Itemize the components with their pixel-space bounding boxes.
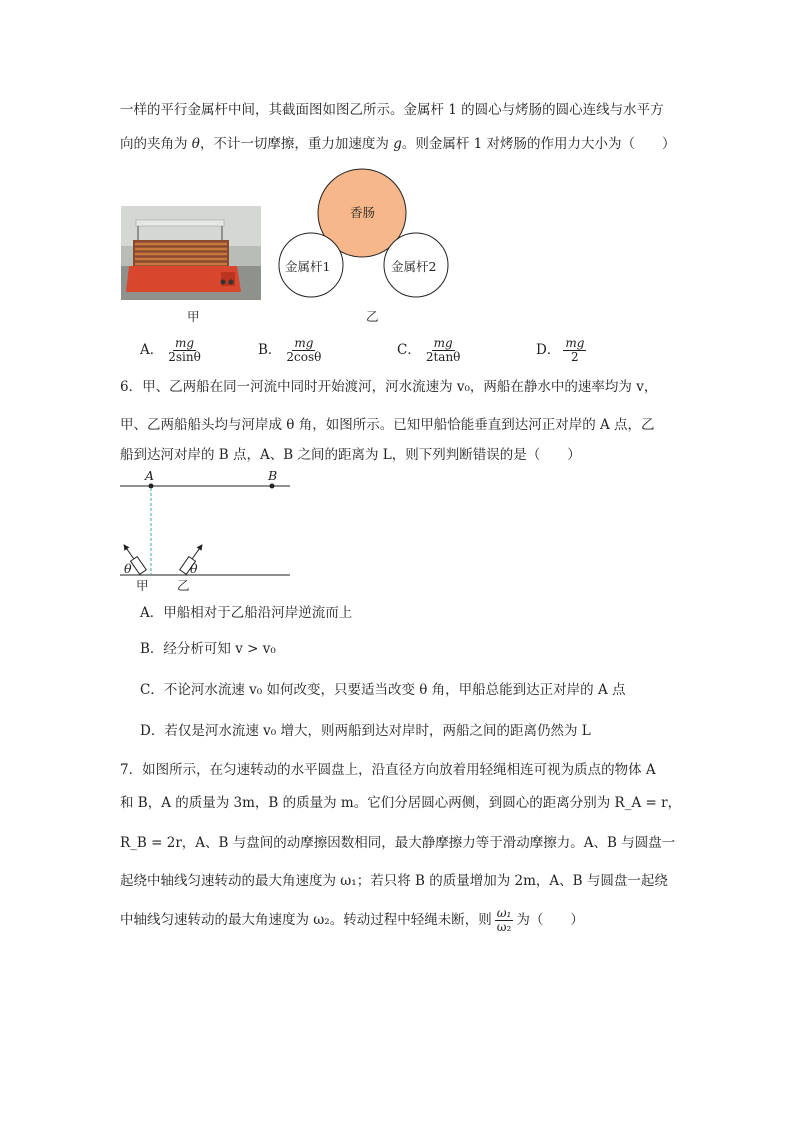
option-label: B．	[258, 342, 282, 358]
option-d[interactable]	[536, 337, 589, 364]
q5-text: 。则金属杆 1 对烤肠的作用力大小为（ ）	[401, 136, 676, 152]
label-b: B	[268, 468, 278, 483]
q5-line-1: 一样的平行金属杆中间，其截面图如图乙所示。金属杆 1 的圆心与烤肠的圆心连线与水平方	[120, 102, 664, 118]
fraction-numerator: mg	[433, 336, 453, 350]
cross-section-diagram	[270, 166, 450, 302]
q6-option-a[interactable]: A．甲船相对于乙船沿河岸逆流而上	[140, 605, 353, 621]
boat-jia-label: 甲	[136, 578, 149, 593]
q7-line-2: 和 B，A 的质量为 3m，B 的质量为 m。它们分居圆心两侧，到圆心的距离分别为 R_A = r，	[120, 795, 682, 811]
q5-line-2	[120, 134, 676, 154]
river-diagram	[115, 468, 300, 593]
q6-line-2: 甲、乙两船船头均与河岸成 θ 角，如图所示。已知甲船恰能垂直到达河正对岸的 A 点，乙	[120, 417, 655, 433]
fraction-numerator: mg	[565, 336, 585, 350]
option-c[interactable]	[397, 337, 465, 364]
theta-label-1: θ	[124, 561, 132, 576]
boat-yi-label: 乙	[177, 578, 190, 593]
point-a	[149, 484, 154, 489]
q7-line-3: R_B = 2r，A、B 与盘间的动摩擦因数相同，最大静摩擦力等于滑动摩擦力。A、B 与圆盘一	[120, 835, 676, 851]
q5-text: ，不计一切摩擦，重力加速度为	[199, 136, 394, 152]
q6-option-d[interactable]: D．若仅是河水流速 v₀ 增大，则两船到达对岸时，两船之间的距离仍然为 L	[140, 723, 591, 739]
fig-jia-caption: 甲	[187, 309, 200, 324]
fraction-denominator: ω₂	[496, 920, 512, 934]
fraction-denominator: 2sinθ	[168, 350, 201, 364]
q6-option-b[interactable]: B．经分析可知 v > v₀	[140, 641, 276, 657]
fraction-numerator: mg	[175, 336, 195, 350]
q7-line-1: 7．如图所示，在匀速转动的水平圆盘上，沿直径方向放着用轻绳相连可视为质点的物体 A	[120, 762, 656, 778]
sausage-label: 香肠	[350, 205, 376, 220]
q7-line-5	[120, 907, 584, 934]
option-label: C．	[397, 342, 421, 358]
option-label: D．	[536, 342, 561, 358]
option-a[interactable]	[140, 337, 206, 364]
q7-line-4: 起绕中轴线匀速转动的最大角速度为 ω₁；若只将 B 的质量增加为 2m，A、B 与圆盘一起绕	[120, 873, 668, 889]
q7-text: 中轴线匀速转动的最大角速度为 ω₂。转动过程中轻绳未断，则	[120, 912, 492, 928]
q6-line-3: 船到达河对岸的 B 点，A、B 之间的距离为 L，则下列判断错误的是（ ）	[120, 447, 581, 463]
theta-label-2: θ	[190, 561, 198, 576]
q5-text: 向的夹角为	[120, 136, 192, 152]
fraction-numerator: mg	[294, 336, 314, 350]
option-b[interactable]	[258, 337, 326, 364]
fraction-numerator: ω₁	[496, 906, 512, 920]
label-a: A	[145, 468, 155, 483]
option-label: A．	[140, 342, 164, 358]
rod-1-label: 金属杆1	[285, 259, 331, 274]
q7-text: 为（ ）	[516, 912, 584, 928]
q6-option-c[interactable]: C．不论河水流速 v₀ 如何改变，只要适当改变 θ 角，甲船总能到达正对岸的 A 点	[140, 682, 626, 698]
point-b	[270, 484, 275, 489]
rod-2-label: 金属杆2	[391, 259, 437, 274]
q6-line-1: 6．甲、乙两船在同一河流中同时开始渡河，河水流速为 v₀，两船在静水中的速率均为 v，	[120, 379, 658, 395]
fraction-denominator: 2	[571, 350, 579, 364]
fraction-denominator: 2cosθ	[286, 350, 322, 364]
fig-yi-caption: 乙	[366, 309, 379, 324]
fraction-denominator: 2tanθ	[425, 350, 461, 364]
g-symbol: g	[393, 136, 402, 152]
grill-photo	[121, 206, 261, 300]
theta-symbol: θ	[191, 136, 200, 152]
